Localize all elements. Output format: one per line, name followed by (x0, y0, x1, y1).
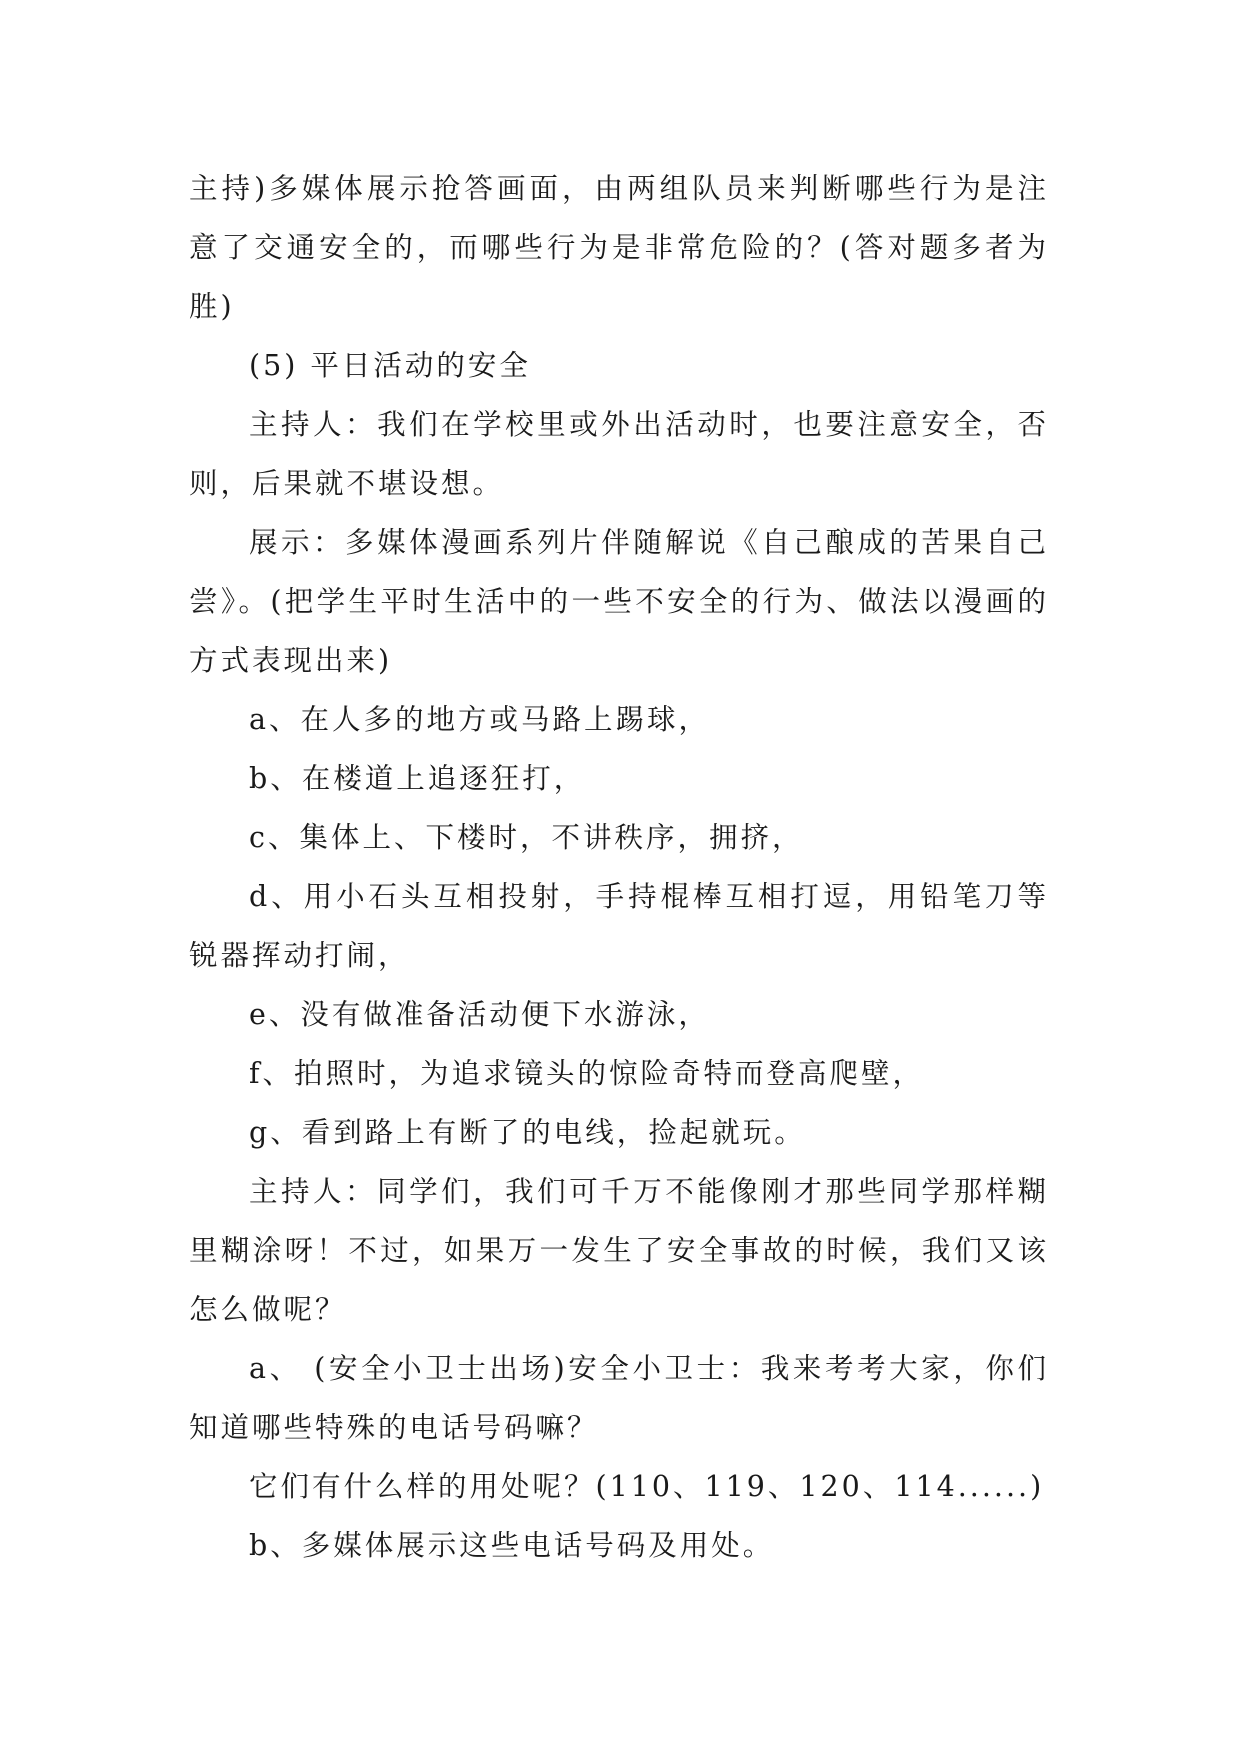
paragraph: 展示：多媒体漫画系列片伴随解说《自己酿成的苦果自己尝》。(把学生平时生活中的一些不安全的行为、做法以漫画的方式表现出来) (189, 526, 1049, 677)
paragraph: 主持人：我们在学校里或外出活动时，也要注意安全，否则，后果就不堪设想。 (189, 408, 1049, 500)
list-item: a、 (安全小卫士出场)安全小卫士：我来考考大家，你们知道哪些特殊的电话号码嘛？ (189, 1352, 1049, 1444)
paragraph: 主持)多媒体展示抢答画面，由两组队员来判断哪些行为是注意了交通安全的，而哪些行为是非常危险的？(答对题多者为胜) (189, 172, 1049, 323)
section-heading: (5) 平日活动的安全 (249, 349, 531, 382)
list-item: b、在楼道上追逐狂打， (249, 762, 586, 795)
list-item: e、没有做准备活动便下水游泳， (249, 998, 710, 1031)
list-item: b、多媒体展示这些电话号码及用处。 (249, 1529, 775, 1562)
list-item: g、看到路上有断了的电线，捡起就玩。 (249, 1116, 806, 1149)
paragraph: 主持人：同学们，我们可千万不能像刚才那些同学那样糊里糊涂呀！不过，如果万一发生了安全事故的时候，我们又该怎么做呢？ (189, 1175, 1049, 1326)
list-item: f、拍照时，为追求镜头的惊险奇特而登高爬壁， (249, 1057, 925, 1090)
list-item: a、在人多的地方或马路上踢球， (249, 703, 710, 736)
document-body (189, 159, 1049, 1575)
list-item: c、集体上、下楼时，不讲秩序，拥挤， (249, 821, 804, 854)
paragraph: 它们有什么样的用处呢？(110、119、120、114......) (249, 1470, 1045, 1503)
list-item: d、用小石头互相投射，手持棍棒互相打逗，用铅笔刀等锐器挥动打闹， (189, 880, 1049, 972)
